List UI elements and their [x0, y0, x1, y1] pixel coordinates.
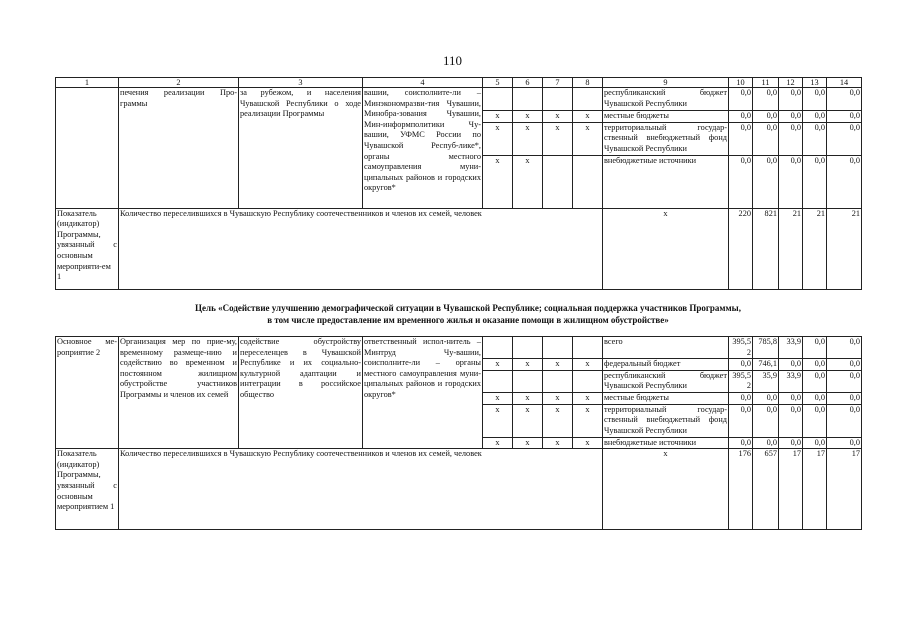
mark-cell: х — [543, 392, 573, 404]
value-cell: 0,0 — [779, 359, 803, 371]
mark-cell: х — [543, 122, 573, 155]
mark-cell — [543, 155, 573, 208]
value-cell: 0,0 — [753, 437, 779, 449]
mark-cell: х — [543, 359, 573, 371]
goal-line-1: Цель «Содействие улучшению демографической ситуации в Чувашской Республике; социальная поддержка участников Программы, — [195, 303, 741, 313]
funding-source: внебюджетные источники — [603, 437, 729, 449]
value-cell: 0,0 — [779, 122, 803, 155]
value-cell: 0,0 — [779, 88, 803, 111]
activity-label: Основное ме-роприятие 2 — [56, 337, 119, 449]
table-row — [56, 88, 862, 111]
mark-cell — [483, 337, 513, 359]
header-cell: 13 — [803, 78, 827, 88]
empty-cell — [56, 88, 119, 209]
value-cell: 0,0 — [803, 122, 827, 155]
mark-cell: х — [603, 208, 729, 289]
value-cell: 17 — [803, 449, 827, 530]
mark-cell: х — [543, 111, 573, 123]
value-cell: 0,0 — [803, 359, 827, 371]
mark-cell: х — [573, 111, 603, 123]
mark-cell: х — [483, 122, 513, 155]
header-cell: 9 — [603, 78, 729, 88]
value-cell: 21 — [827, 208, 862, 289]
executors: ответственный испол-нитель – Минтруд Чу-вашии, соисполните-ли – органы местного самоуправления муни-ципальных районов и городских округов* — [363, 337, 483, 449]
value-cell: 0,0 — [729, 359, 753, 371]
activity-description: Организация мер по прие-му, временному размеще-нию и содействию во временном и постоянном жилищном обустройстве участников Программы и членов их семей — [119, 337, 239, 449]
mark-cell: х — [483, 404, 513, 437]
mark-cell — [573, 88, 603, 111]
mark-cell — [573, 337, 603, 359]
value-cell: 0,0 — [729, 88, 753, 111]
mark-cell — [543, 337, 573, 359]
mark-cell: х — [573, 122, 603, 155]
value-cell: 0,0 — [827, 88, 862, 111]
program-table-part1 — [55, 77, 862, 290]
value-cell: 0,0 — [753, 88, 779, 111]
mark-cell: х — [513, 155, 543, 208]
header-cell: 14 — [827, 78, 862, 88]
mark-cell — [543, 370, 573, 392]
value-cell: 176 — [729, 449, 753, 530]
executors: вашии, соисполните-ли – Минэкономразви-тия Чувашии, Минобра-зования Чувашии, Мин-информполитики Чу-вашии, УФМС России по Чувашской Респуб-лике*, органы местного самоуправления муни-ципальных районов и городских округов* — [363, 88, 483, 209]
header-cell: 12 — [779, 78, 803, 88]
value-cell: 746,1 — [753, 359, 779, 371]
value-cell: 33,9 — [779, 337, 803, 359]
header-cell: 1 — [56, 78, 119, 88]
header-cell: 7 — [543, 78, 573, 88]
indicator-text: Количество переселившихся в Чувашскую Республику соотечественников и членов их семей, человек — [119, 449, 603, 530]
mark-cell: х — [573, 359, 603, 371]
value-cell: 0,0 — [729, 437, 753, 449]
value-cell: 0,0 — [779, 155, 803, 208]
funding-source: республиканский бюджет Чувашской Республики — [603, 370, 729, 392]
value-cell: 17 — [779, 449, 803, 530]
mark-cell — [573, 155, 603, 208]
value-cell: 0,0 — [827, 337, 862, 359]
value-cell: 0,0 — [729, 392, 753, 404]
header-cell: 6 — [513, 78, 543, 88]
indicator-row — [56, 449, 862, 530]
mark-cell: х — [573, 437, 603, 449]
activity-description: печения реализации Про-граммы — [119, 88, 239, 209]
mark-cell — [513, 337, 543, 359]
mark-cell: х — [513, 111, 543, 123]
value-cell: 395,5 2 — [729, 370, 753, 392]
funding-source: территориальный государ-ственный внебюджетный фонд Чувашской Республики — [603, 404, 729, 437]
value-cell: 0,0 — [803, 155, 827, 208]
value-cell: 0,0 — [729, 404, 753, 437]
funding-source: республиканский бюджет Чувашской Республики — [603, 88, 729, 111]
value-cell: 0,0 — [779, 437, 803, 449]
value-cell: 21 — [779, 208, 803, 289]
mark-cell: х — [483, 155, 513, 208]
value-cell: 35,9 — [753, 370, 779, 392]
value-cell: 657 — [753, 449, 779, 530]
header-cell: 5 — [483, 78, 513, 88]
value-cell: 395,5 2 — [729, 337, 753, 359]
value-cell: 21 — [803, 208, 827, 289]
value-cell: 0,0 — [827, 392, 862, 404]
mark-cell: х — [543, 437, 573, 449]
value-cell: 0,0 — [803, 88, 827, 111]
mark-cell: х — [543, 404, 573, 437]
mark-cell: х — [513, 392, 543, 404]
value-cell: 0,0 — [753, 404, 779, 437]
funding-source: местные бюджеты — [603, 111, 729, 123]
mark-cell: х — [483, 437, 513, 449]
header-cell: 3 — [239, 78, 363, 88]
value-cell: 0,0 — [753, 122, 779, 155]
funding-source: всего — [603, 337, 729, 359]
indicator-text: Количество переселившихся в Чувашскую Республику соотечественников и членов их семей, человек — [119, 208, 603, 289]
header-cell: 11 — [753, 78, 779, 88]
value-cell: 0,0 — [827, 370, 862, 392]
funding-source: территориальный государ-ственный внебюджетный фонд Чувашской Республики — [603, 122, 729, 155]
value-cell: 785,8 — [753, 337, 779, 359]
value-cell: 0,0 — [803, 404, 827, 437]
value-cell: 0,0 — [803, 337, 827, 359]
mark-cell: х — [513, 122, 543, 155]
mark-cell — [573, 370, 603, 392]
value-cell: 0,0 — [827, 122, 862, 155]
goal-line-2: в том числе предоставление им временного жилья и оказание помощи в жилищном обустройстве» — [267, 315, 669, 325]
page-number: 110 — [442, 53, 463, 68]
value-cell: 0,0 — [779, 404, 803, 437]
goal-heading — [118, 302, 818, 326]
value-cell: 0,0 — [827, 359, 862, 371]
header-cell: 8 — [573, 78, 603, 88]
expected-result: содействие обустройству переселенцев в Чувашской Республике и их социально-культурной адаптации и интеграции в российское общество — [239, 337, 363, 449]
mark-cell: х — [513, 359, 543, 371]
value-cell: 0,0 — [803, 437, 827, 449]
value-cell: 220 — [729, 208, 753, 289]
funding-source: местные бюджеты — [603, 392, 729, 404]
value-cell: 0,0 — [827, 111, 862, 123]
value-cell: 0,0 — [729, 122, 753, 155]
indicator-label: Показатель (индикатор) Программы, увязанный с основным мероприятием 1 — [56, 449, 119, 530]
value-cell: 0,0 — [753, 392, 779, 404]
header-cell: 4 — [363, 78, 483, 88]
mark-cell — [513, 88, 543, 111]
expected-result: за рубежом, и населения Чувашской Республики о ходе реализации Программы — [239, 88, 363, 209]
mark-cell — [483, 370, 513, 392]
header-cell: 2 — [119, 78, 239, 88]
value-cell: 0,0 — [827, 155, 862, 208]
mark-cell — [483, 88, 513, 111]
value-cell: 17 — [827, 449, 862, 530]
value-cell: 0,0 — [779, 111, 803, 123]
value-cell: 0,0 — [779, 392, 803, 404]
value-cell: 0,0 — [729, 111, 753, 123]
funding-source: федеральный бюджет — [603, 359, 729, 371]
value-cell: 0,0 — [753, 111, 779, 123]
value-cell: 0,0 — [803, 111, 827, 123]
table-row — [56, 337, 862, 359]
mark-cell: х — [513, 404, 543, 437]
mark-cell: х — [573, 404, 603, 437]
value-cell: 0,0 — [827, 404, 862, 437]
value-cell: 0,0 — [803, 392, 827, 404]
value-cell: 0,0 — [729, 155, 753, 208]
indicator-row — [56, 208, 862, 289]
mark-cell: х — [483, 359, 513, 371]
value-cell: 0,0 — [827, 437, 862, 449]
mark-cell: х — [483, 111, 513, 123]
mark-cell — [513, 370, 543, 392]
program-table-part2 — [55, 336, 862, 530]
header-row — [56, 78, 862, 88]
mark-cell: х — [603, 449, 729, 530]
value-cell: 0,0 — [753, 155, 779, 208]
funding-source: внебюджетные источники — [603, 155, 729, 208]
mark-cell: х — [573, 392, 603, 404]
indicator-label: Показатель (индикатор) Программы, увязанный с основным мероприяти-ем 1 — [56, 208, 119, 289]
value-cell: 33,9 — [779, 370, 803, 392]
mark-cell: х — [513, 437, 543, 449]
header-cell: 10 — [729, 78, 753, 88]
value-cell: 0,0 — [803, 370, 827, 392]
mark-cell: х — [483, 392, 513, 404]
value-cell: 821 — [753, 208, 779, 289]
mark-cell — [543, 88, 573, 111]
